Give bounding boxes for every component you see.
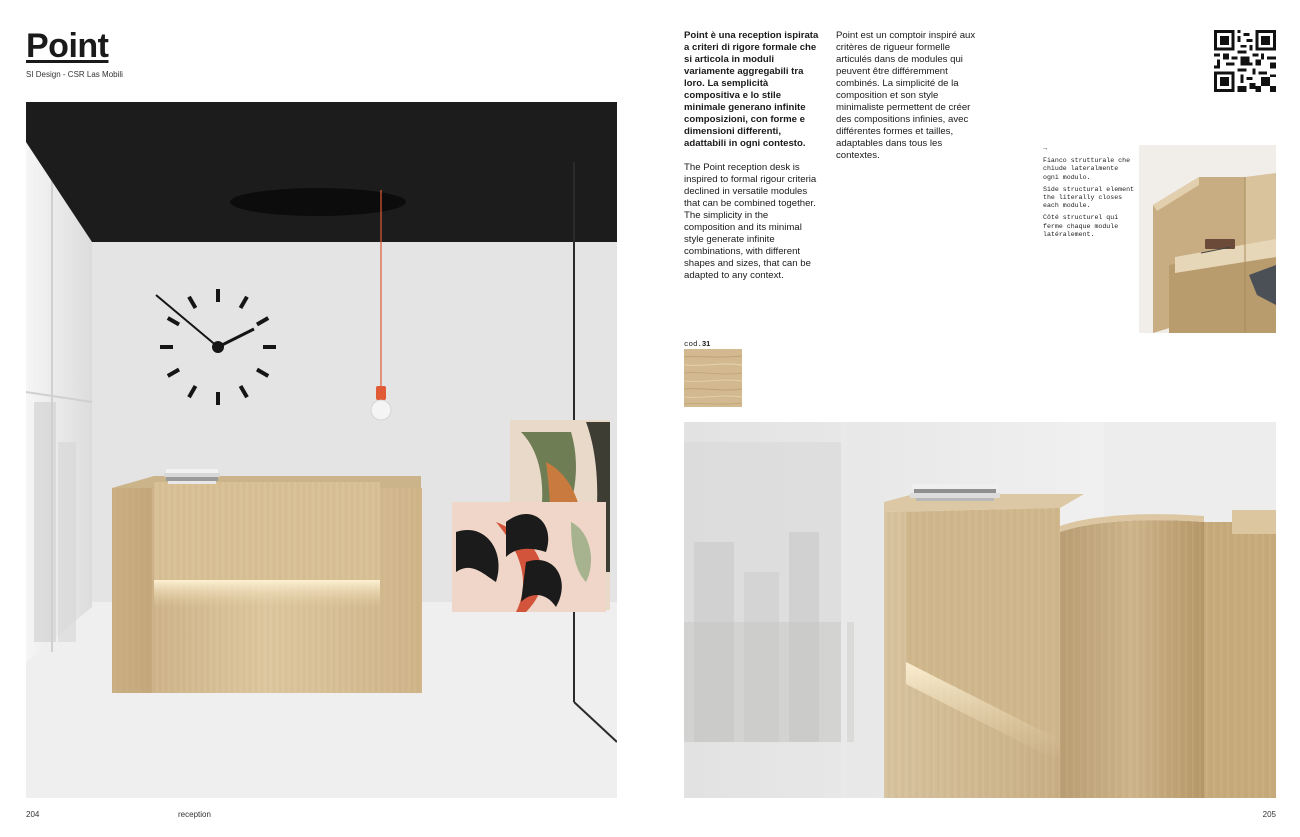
hero-reception-photo xyxy=(26,102,617,798)
page-number-right: 205 xyxy=(1262,810,1276,819)
page-number-left: 204 xyxy=(26,810,40,819)
desk-closeup-photo xyxy=(684,422,1276,798)
caption-arrow: → xyxy=(1043,145,1047,152)
caption-english: Side structural element the literally closes each module. xyxy=(1043,185,1135,210)
caption-french: Côté structurel qui ferme chaque module latéralement. xyxy=(1043,214,1119,238)
finish-code-number: 31 xyxy=(702,339,711,348)
designer-credit: SI Design - CSR Las Mobili xyxy=(26,70,123,79)
section-label: reception xyxy=(178,810,211,819)
wood-grain-swatch-icon xyxy=(684,349,742,407)
side-panel-illustration xyxy=(1139,145,1276,333)
caption-italian: Fianco strutturale che chiude lateralmente ogni modulo. xyxy=(1043,157,1131,181)
finish-code xyxy=(684,339,710,349)
side-panel-detail-photo xyxy=(1139,145,1276,333)
qr-code[interactable] xyxy=(1214,30,1276,92)
description-italian: Point è una reception ispirata a criteri di rigore formale che si articola in moduli variamente aggregabili tra loro. La semplicità compositiva e lo stile minimale generano infinite composizioni, con forme e dimensioni differenti, adattabili in ogni contesto. xyxy=(684,30,819,149)
page-title: Point xyxy=(26,27,109,65)
desk-closeup-illustration xyxy=(684,422,1276,798)
qr-code-icon xyxy=(1214,30,1276,92)
reception-scene-illustration xyxy=(26,102,617,798)
detail-caption xyxy=(1043,145,1135,243)
oak-finish-swatch xyxy=(684,349,742,407)
finish-code-label: cod. xyxy=(684,341,703,349)
description-french: Point est un comptoir inspiré aux critères de rigueur formelle articulés dans de modules qui peuvent être différemment combinés. La simplicité de la composition et son style minimaliste permettent de créer des compositions infinies, avec différentes formes et tailles, adaptables dans tous les contextes. xyxy=(836,30,976,161)
description-italian-english xyxy=(684,30,819,294)
description-english: The Point reception desk is inspired to formal rigour criteria declined in versatile modules that can be combined together. The simplicity in the composition and its minimal style generate infinite combinations, with different shapes and sizes, that can be adapted to any context. xyxy=(684,162,817,281)
